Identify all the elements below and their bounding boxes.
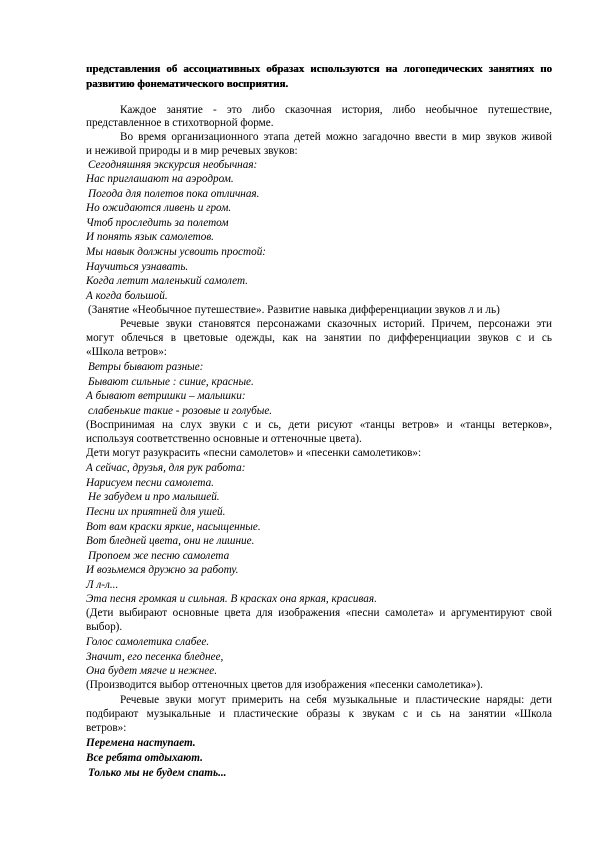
poem-line: Научиться узнавать. bbox=[86, 261, 189, 273]
paragraph-line: (Дети выбирают основные цвета для изображения «песни самолета» и аргументируют свой bbox=[86, 607, 552, 619]
paragraph-line: выбор). bbox=[86, 621, 123, 633]
paragraph-line: Речевые звуки становятся персонажами сказочных историй. Причем, персонажи эти bbox=[120, 318, 552, 330]
poem-line: Бывают сильные : синие, красные. bbox=[88, 376, 254, 388]
poem-line: И возьмемся дружно за работу. bbox=[86, 564, 239, 576]
paragraph-line: ветров»: bbox=[86, 722, 127, 734]
poem-line: слабенькие такие - розовые и голубые. bbox=[88, 405, 273, 417]
poem-line: Сегодняшняя экскурсия необычная: bbox=[88, 159, 258, 171]
paragraph-line: (Воспринимая на слух звуки с и сь, дети рисуют «танцы ветров» и «танцы ветерков», bbox=[86, 419, 552, 431]
poem-line: Погода для полетов пока отличная. bbox=[88, 188, 260, 200]
poem-line: И понять язык самолетов. bbox=[86, 231, 214, 243]
poem-line: Вот вам краски яркие, насыщенные. bbox=[86, 521, 261, 533]
poem-line: А бывают ветришки – малышки: bbox=[86, 390, 246, 402]
poem-line: Мы навык должны усвоить простой: bbox=[86, 246, 267, 258]
poem-line: Значит, его песенка бледнее, bbox=[86, 651, 224, 663]
paragraph-line: Дети могут разукрасить «песни самолетов» и «песенки самолетиков»: bbox=[86, 447, 422, 459]
poem-line: Все ребята отдыхают. bbox=[86, 752, 203, 764]
paragraph-line: используя соответственно основные и оттеночные цвета). bbox=[86, 433, 362, 445]
poem-line: Нас приглашают на аэродром. bbox=[86, 173, 234, 185]
poem-line: Не забудем и про малышей. bbox=[88, 491, 220, 503]
paragraph-line: Речевые звуки могут примерить на себя музыкальные и пластические наряды: дети bbox=[120, 694, 552, 706]
poem-line: Ветры бывают разные: bbox=[88, 361, 204, 373]
poem-line: Вот бледней цвета, они не лишние. bbox=[86, 535, 255, 547]
poem-line: Она будет мягче и нежнее. bbox=[86, 665, 218, 677]
poem-line: Голос самолетика слабее. bbox=[86, 636, 210, 648]
paragraph-line: Во время организационного этапа детей можно загадочно ввести в мир звуков живой bbox=[120, 131, 552, 143]
poem-line: Нарисуем песни самолета. bbox=[86, 477, 214, 489]
poem-line: Песни их приятней для ушей. bbox=[86, 506, 226, 518]
paragraph-line: представленное в стихотворной форме. bbox=[86, 117, 274, 129]
paragraph-line: подбирают музыкальные и пластические образы к звукам с и сь на занятии «Школа bbox=[86, 708, 552, 720]
poem-line: А когда большой. bbox=[86, 290, 168, 302]
poem-line: Когда летит маленький самолет. bbox=[86, 275, 248, 287]
paragraph-line: могут облечься в цветовые одежды, как на занятии по дифференциации звуков с и сь bbox=[86, 332, 552, 344]
paragraph-line: (Производится выбор оттеночных цветов для изображения «песенки самолетика»). bbox=[86, 679, 483, 691]
paragraph-line: (Занятие «Необычное путешествие». Развитие навыка дифференциации звуков л и ль) bbox=[88, 304, 500, 316]
poem-line: Перемена наступает. bbox=[86, 737, 196, 749]
poem-line: Чтоб проследить за полетом bbox=[86, 217, 229, 229]
poem-line: Эта песня громкая и сильная. В красках она яркая, красивая. bbox=[86, 593, 377, 605]
paragraph-line: Каждое занятие - это либо сказочная история, либо необычное путешествие, bbox=[120, 104, 552, 116]
poem-line: А сейчас, друзья, для рук работа: bbox=[86, 462, 246, 474]
paragraph-line: «Школа ветров»: bbox=[86, 346, 167, 358]
poem-line: Пропоем же песню самолета bbox=[88, 550, 230, 562]
paragraph-line: представления об ассоциативных образах используются на логопедических занятиях по bbox=[86, 63, 552, 75]
paragraph-line: развитию фонематического восприятия. bbox=[86, 78, 289, 90]
poem-line: Но ожидаются ливень и гром. bbox=[86, 202, 232, 214]
poem-line: Только мы не будем спать... bbox=[88, 767, 227, 779]
paragraph-line: и неживой природы и в мир речевых звуков: bbox=[86, 145, 298, 157]
poem-line: Л л-л... bbox=[86, 579, 119, 591]
